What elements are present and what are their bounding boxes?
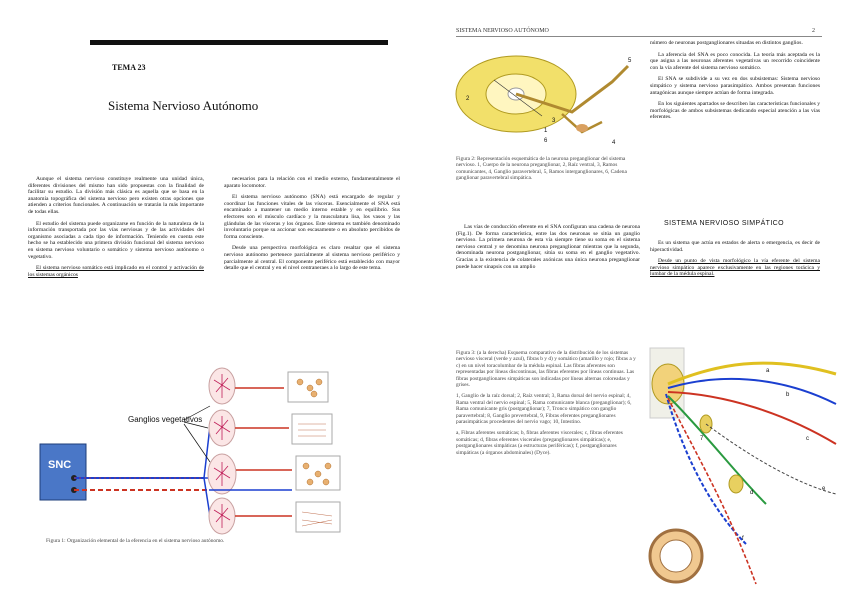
- paragraph: El SNA se subdivide a su vez en dos subsistemas: Sistema nervioso simpático y sistema nervioso parasimpático. Ambos presentan funciones antagónicas aunque siempre actúan de forma integrada.: [650, 76, 820, 96]
- fig3-label: 7: [700, 436, 704, 442]
- fig2-label: 6: [544, 138, 548, 144]
- effector: [296, 502, 340, 532]
- section-body: [650, 240, 820, 283]
- fig2-label: 3: [552, 118, 556, 124]
- figure-2-diagram: [452, 52, 642, 148]
- fig3-label: a: [766, 368, 770, 374]
- snc-box: [40, 444, 86, 500]
- paragraph: necesarios para la relación con el medio externo, fundamentalmente el aparato locomotor.: [224, 176, 400, 189]
- middle-paragraph: [456, 224, 640, 275]
- paragraph: La aferencia del SNA es poco conocida. La teoría más aceptada es la que asigna a las neuronas aferentes vegetativas un recorrido coincidente con la vía aferente del sistema nervioso somático.: [650, 51, 820, 71]
- fig3-label: d: [750, 490, 754, 496]
- paragraph: Las vías de conducción eferente en el SNA configuran una cadena de neurona (Fig.1). De forma característica, entre las dos neuronas se sitúa un ganglio nervioso. La primera neurona de esta vía siempre tiene su soma en el sistema nervioso central y se denomina neurona preganglionar mientras que la segunda, denominada neurona postganglionar, sitúa su soma en el ganglio vegetativo. Gracias a la existencia de colaterales axónicas una única neurona preganglionar puede hacer sinapsis con un amplio: [456, 224, 640, 270]
- fig2-label: 1: [544, 128, 548, 134]
- figure-2-caption: Figura 2: Representación esquemática de la neurona preganglionar del sistema nervioso. 1, Cuerpo de la neurona preganglionar, 2, Raíz ventral, 3, Ramos comunicantes, 4, Ganglio paravertebral, 5, Ramos interganglionares, 6, Cadena ganglionar paravertebral simpática.: [456, 156, 627, 182]
- header-divider: [456, 36, 822, 37]
- left-column-1: [28, 176, 204, 283]
- header-rule: [90, 40, 388, 45]
- figure-3-caption: [456, 350, 640, 461]
- fig2-label: 2: [466, 96, 470, 102]
- caption-paragraph: a, Fibras aferentes somáticas; b, fibras aferentes viscerales; c, fibras eferentes somáticas; d, fibras eferentes viscerales (preganglionares simpáticas); e, postganglionares simpáticas (a estructuras periféricas); f, postganglionares simpáticas (a órganos abdominales) (Dyce).: [456, 430, 623, 456]
- figure-1-diagram: [34, 366, 374, 538]
- effector: [292, 414, 332, 444]
- running-header: SISTEMA NERVIOSO AUTÓNOMO: [456, 28, 549, 34]
- page-number: 2: [812, 28, 815, 34]
- paragraph: El sistema nervioso somático está implicado en el control y activación de los sistemas orgánicos: [28, 265, 204, 278]
- fig3-label: b: [786, 392, 790, 398]
- paragraph: Desde una perspectiva morfológica es claro resaltar que el sistema nervioso autónomo pertenece parcialmente al sistema nervioso periférico y parcialmente al central. El componente periférico está establecido con mayor detalle que el central y en el nivel centraneraes a lo largo de este tema.: [224, 245, 400, 272]
- paragraph: Es un sistema que actúa en estados de alerta o emergencia, es decir de hiperactividad.: [650, 240, 820, 253]
- fig3-label: e: [822, 486, 826, 492]
- left-column-2: [224, 176, 400, 277]
- ganglia-label: Ganglios vegetativos: [128, 415, 203, 424]
- fig3-label: f: [742, 536, 744, 542]
- right-page: [424, 0, 848, 599]
- fig2-label: 5: [628, 58, 632, 64]
- page-title: Sistema Nervioso Autónomo: [108, 98, 259, 113]
- fig3-label: c: [806, 436, 809, 442]
- right-column-2: [650, 40, 820, 126]
- paragraph: Desde un punto de vista morfológico la vía eferente del sistema nervioso simpático aparece exclusivamente en las regiones torácica y lumbar de la médula espinal.: [650, 258, 820, 278]
- snc-label: SNC: [48, 459, 72, 471]
- figure-3-diagram: [646, 344, 844, 588]
- chapter-label: TEMA 23: [112, 63, 146, 72]
- paragraph: En los siguientes apartados se describen las características funcionales y morfológicas de ambos subsistemas dedicando especial atención a las vías eferentes.: [650, 101, 820, 121]
- paragraph: El estudio del sistema puede organizarse en función de la naturaleza de la información transportada por las vías nerviosas y de las actividades del organismo asociadas a cada tipo de información. Teniendo en cuenta este hecho se ha establecido una primera división funcional del sistema nervioso en sistema nervioso voluntario o somático y sistema nervioso autónomo o vegetativo.: [28, 220, 204, 260]
- paragraph: Aunque el sistema nervioso constituye realmente una unidad única, diferentes divisiones del mismo han sido propuestas con la finalidad de facilitar su estudio. La división más clásica es aquella que se basa en la anatomía topográfica del sistema nervioso pero existen otras opciones que atienden a criterios funcionales. A continuación se tratarán la más importante de todas ellas.: [28, 176, 204, 215]
- figure-1-caption: Figura 1: Organización elemental de la eferencia en el sistema nervioso autónomo.: [46, 538, 225, 544]
- fig2-label: 4: [612, 140, 616, 146]
- paragraph: El sistema nervioso autónomo (SNA) está encargado de regular y coordinar las funciones vitales de las vísceras. Esencialmente el SNA está encaminado a mantener un medio interno estable y en equilibrio. Sus efectores son el músculo cardíaco y la musculatura lisa, los vasos y las glándulas de las vísceras y los órganos. Este sistema es también denominado involuntario porque su accionar son escasamente o en absoluto percibidos de forma consciente.: [224, 194, 400, 240]
- caption-paragraph: Figura 3: (a la derecha) Esquema comparativo de la distribución de los sistemas nervioso visceral (verde y azul), fibras b y d) y somático (amarillo y rojo; fibras a y c) en un nivel toracolumbar de la médula espinal. Las fibras aferentes son representadas por líneas discontinuas, las fibras eferentes por líneas continuas. Las fibras postganglionares simpáticas son indicadas por líneas alternas coloreadas y grises.: [456, 350, 636, 389]
- section-heading: SISTEMA NERVIOSO SIMPÁTICO: [664, 220, 784, 227]
- paragraph: número de neuronas postganglionares situadas en distintos ganglios.: [650, 40, 803, 46]
- caption-paragraph: 1, Ganglio de la raíz dorsal; 2, Raíz ventral; 3, Rama dorsal del nervio espinal; 4, Rama ventral del nervio espinal; 5, Rama comunicante blanca (preganglionar); 6, Rama comunicante gris (postganglionar); 7, Tronco simpático con ganglio paravertebral; 8, Ganglio prevertebral, 9, Fibras eferentes preganglionares parasimpáticas procedentes del nervio vago; 10, Intestino.: [456, 393, 632, 426]
